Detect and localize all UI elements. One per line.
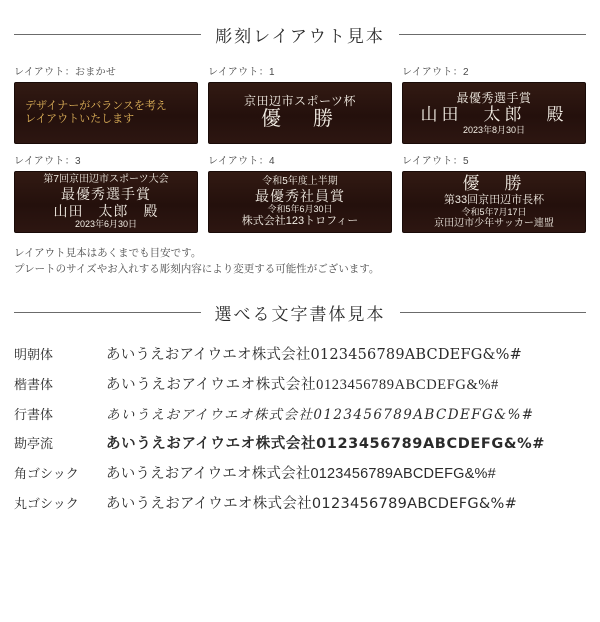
plate-grid [14, 63, 586, 233]
plate-line: 2023年6月30日 [74, 219, 138, 230]
plate-line: 株式会社123トロフィー [241, 214, 359, 227]
layout-section-heading [14, 22, 586, 47]
engraving-plate-2 [402, 82, 586, 144]
plate-label: レイアウト：4 [208, 156, 275, 167]
plate-line: 2023年8月30日 [462, 124, 526, 135]
font-row [14, 462, 586, 483]
font-name [14, 404, 106, 423]
plate-cell [208, 63, 392, 144]
plate-label: レイアウト：おまかせ [14, 67, 117, 78]
font-row [14, 403, 586, 423]
plate-line: デザイナーがバランスを考え [25, 100, 167, 113]
font-row [14, 343, 586, 364]
plate-line: レイアウトいたします [25, 113, 135, 125]
font-sample-text: あいうえおアイウエオ株式会社0123456789ABCDEFG&%# [106, 376, 499, 393]
heading-rule-right [399, 34, 586, 35]
font-sample-text: あいうえおアイウエオ株式会社0123456789ABCDEFG&%# [106, 465, 496, 482]
note-line: レイアウト見本はあくまでも目安です。 [14, 247, 202, 259]
font-sample-table [14, 343, 586, 513]
plate-line: 令和5年6月30日 [267, 204, 333, 215]
plate-line: 京田辺市少年サッカー連盟 [434, 217, 554, 229]
heading-rule-left [14, 34, 201, 35]
plate-line: 最優秀選手賞 [456, 90, 532, 105]
font-row [14, 492, 586, 513]
font-section-heading [14, 300, 586, 325]
font-row [14, 373, 586, 394]
plate-cell [14, 152, 198, 233]
plate-line: 第7回京田辺市スポーツ大会 [43, 174, 169, 186]
plate-cell [402, 152, 586, 233]
font-sample-text: あいうえおアイウエオ株式会社0123456789ABCDEFG&%# [106, 435, 545, 452]
plate-line: 最優秀選手賞 [61, 186, 151, 203]
plate-line: 山田 太郎 殿 [420, 104, 568, 124]
plate-line: 第33回京田辺市長杯 [443, 194, 545, 207]
engraving-plate-4 [208, 171, 392, 233]
font-name [14, 463, 106, 482]
font-name [14, 493, 106, 512]
plate-line: 令和5年度上半期 [262, 176, 338, 188]
plate-line: 山田 太郎 殿 [53, 202, 159, 219]
font-name [14, 344, 106, 363]
page-root [0, 22, 600, 622]
plate-cell [402, 63, 586, 144]
heading-rule-left [14, 312, 201, 313]
plate-line: 優 勝 [261, 108, 339, 131]
plate-cell [208, 152, 392, 233]
engraving-plate-3 [14, 171, 198, 233]
font-name-text: 勘亭流 [14, 435, 54, 451]
engraving-plate-1 [208, 82, 392, 144]
font-sample-text: あいうえおアイウエオ株式会社0123456789ABCDEFG&%# [106, 406, 535, 423]
plate-label: レイアウト：2 [402, 67, 469, 78]
font-sample-text: あいうえおアイウエオ株式会社0123456789ABCDEFG&%# [106, 346, 522, 363]
plate-label: レイアウト：3 [14, 156, 81, 167]
layout-notes [14, 245, 586, 278]
font-name [14, 433, 106, 452]
font-row [14, 432, 586, 453]
font-name-text: 丸ゴシック [14, 495, 79, 511]
engraving-plate-5 [402, 171, 586, 233]
layout-section-title: 彫刻レイアウト見本 [215, 27, 385, 46]
font-name-text: 行書体 [14, 406, 54, 422]
plate-line: 京田辺市スポーツ杯 [243, 94, 357, 109]
plate-line: 最優秀社員賞 [255, 187, 345, 204]
font-name-text: 楷書体 [14, 376, 54, 392]
plate-line: 優 勝 [462, 174, 526, 194]
font-name-text: 明朝体 [14, 346, 54, 362]
font-sample-text: あいうえおアイウエオ株式会社0123456789ABCDEFG&%# [106, 495, 518, 512]
font-name [14, 374, 106, 393]
plate-label: レイアウト：1 [208, 67, 275, 78]
engraving-plate-omakase [14, 82, 198, 144]
heading-rule-right [400, 312, 587, 313]
font-name-text: 角ゴシック [14, 465, 79, 481]
note-line: プレートのサイズやお入れする彫刻内容により変更する可能性がございます。 [14, 263, 380, 276]
plate-cell [14, 63, 198, 144]
font-section-title: 選べる文字書体見本 [214, 304, 386, 324]
plate-line: 令和5年7月17日 [461, 207, 527, 218]
plate-label: レイアウト：5 [402, 156, 469, 167]
